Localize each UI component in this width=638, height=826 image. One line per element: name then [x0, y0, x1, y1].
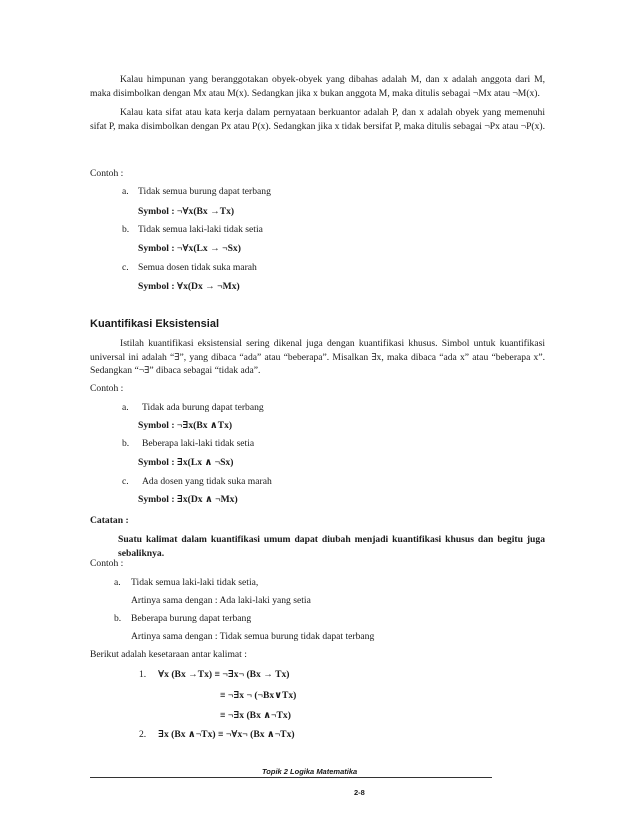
ex2-mark-c: c.: [122, 476, 129, 487]
equiv-num-2: 2.: [139, 729, 147, 740]
ex3-sub-b: Artinya sama dengan : Tidak semua burung tidak dapat terbang: [131, 631, 375, 642]
example-label-3: Contoh :: [90, 558, 124, 569]
ex2-mark-b: b.: [122, 438, 130, 449]
ex1-mark-b: b.: [122, 224, 130, 235]
ex2-text-c: Ada dosen yang tidak suka marah: [142, 476, 272, 487]
ex2-text-b: Beberapa laki-laki tidak setia: [142, 438, 255, 449]
equiv-num-1: 1.: [139, 669, 147, 680]
ex2-text-a: Tidak ada burung dapat terbang: [142, 402, 264, 413]
intro-paragraph-2: Kalau kata sifat atau kata kerja dalam pernyataan berkuantor adalah P, dan x adalah obyek yang memenuhi sifat P, maka disimbolkan dengan Px atau P(x). Sedangkan jika x tidak bersifat P, maka ditulis sebagai ¬Px atau ¬P(x).: [90, 107, 545, 132]
ex1-symbol-c: Symbol : ∀x(Dx → ¬Mx): [138, 281, 240, 292]
ex2-symbol-b: Symbol : ∃x(Lx ∧ ¬Sx): [138, 457, 234, 468]
ex3-text-b: Beberapa burung dapat terbang: [131, 613, 252, 624]
ex1-mark-a: a.: [122, 186, 129, 197]
ex1-text-c: Semua dosen tidak suka marah: [138, 262, 257, 273]
intro-paragraph-1: Kalau himpunan yang beranggotakan obyek-obyek yang dibahas adalah M, dan x adalah anggota dari M, maka disimbolkan dengan Mx atau M(x). Sedangkan jika x bukan anggota M, maka ditulis sebagai ¬Mx atau ¬M(x).: [90, 74, 545, 99]
ex2-symbol-c: Symbol : ∃x(Dx ∧ ¬Mx): [138, 494, 238, 505]
section-paragraph: Istilah kuantifikasi eksistensial sering dikenal juga dengan kuantifikasi khusus. Simbol untuk kuantifikasi universal ini adalah “∃”, yang dibaca “ada” atau “beberapa”. Misalkan ∃x, maka dibaca “ada x” atau “beberapa x”. Sedangkan “¬∃” dibaca sebagai “tidak ada”.: [90, 338, 545, 376]
ex3-mark-b: b.: [114, 613, 122, 624]
intro-paragraphs: [90, 73, 545, 133]
ex1-symbol-b: Symbol : ¬∀x(Lx → ¬Sx): [138, 243, 241, 254]
equiv-line-4: ∃x (Bx ∧¬Tx) ≡ ¬∀x¬ (Bx ∧¬Tx): [158, 729, 295, 740]
equiv-line-3: ≡ ¬∃x (Bx ∧¬Tx): [220, 710, 291, 721]
ex2-mark-a: a.: [122, 402, 129, 413]
footer-title: Topik 2 Logika Matematika: [262, 767, 358, 776]
example-label-1: Contoh :: [90, 168, 124, 179]
catatan-text: Suatu kalimat dalam kuantifikasi umum dapat diubah menjadi kuantifikasi khusus dan begitu juga sebaliknya.: [118, 534, 545, 559]
ex2-symbol-a: Symbol : ¬∃x(Bx ∧Tx): [138, 420, 233, 431]
ex3-text-a: Tidak semua laki-laki tidak setia,: [131, 577, 259, 588]
equiv-line-2: ≡ ¬∃x ¬ (¬Bx∨Tx): [220, 690, 297, 701]
ex1-symbol-a: Symbol : ¬∀x(Bx →Tx): [138, 206, 235, 217]
ex3-sub-a: Artinya sama dengan : Ada laki-laki yang setia: [131, 595, 311, 606]
footer-divider: [90, 777, 492, 778]
page-number: 2-8: [354, 788, 365, 797]
ex1-text-b: Tidak semua laki-laki tidak setia: [138, 224, 263, 235]
ex1-mark-c: c.: [122, 262, 129, 273]
catatan-label: Catatan :: [90, 515, 129, 526]
ex1-text-a: Tidak semua burung dapat terbang: [138, 186, 271, 197]
section-paragraph-block: [90, 337, 545, 378]
ex3-mark-a: a.: [114, 577, 121, 588]
section-heading: Kuantifikasi Eksistensial: [90, 318, 219, 330]
equiv-line-1: ∀x (Bx →Tx) ≡ ¬∃x¬ (Bx → Tx): [158, 669, 290, 680]
example-label-2: Contoh :: [90, 383, 124, 394]
equivalence-intro: Berikut adalah kesetaraan antar kalimat :: [90, 649, 247, 660]
